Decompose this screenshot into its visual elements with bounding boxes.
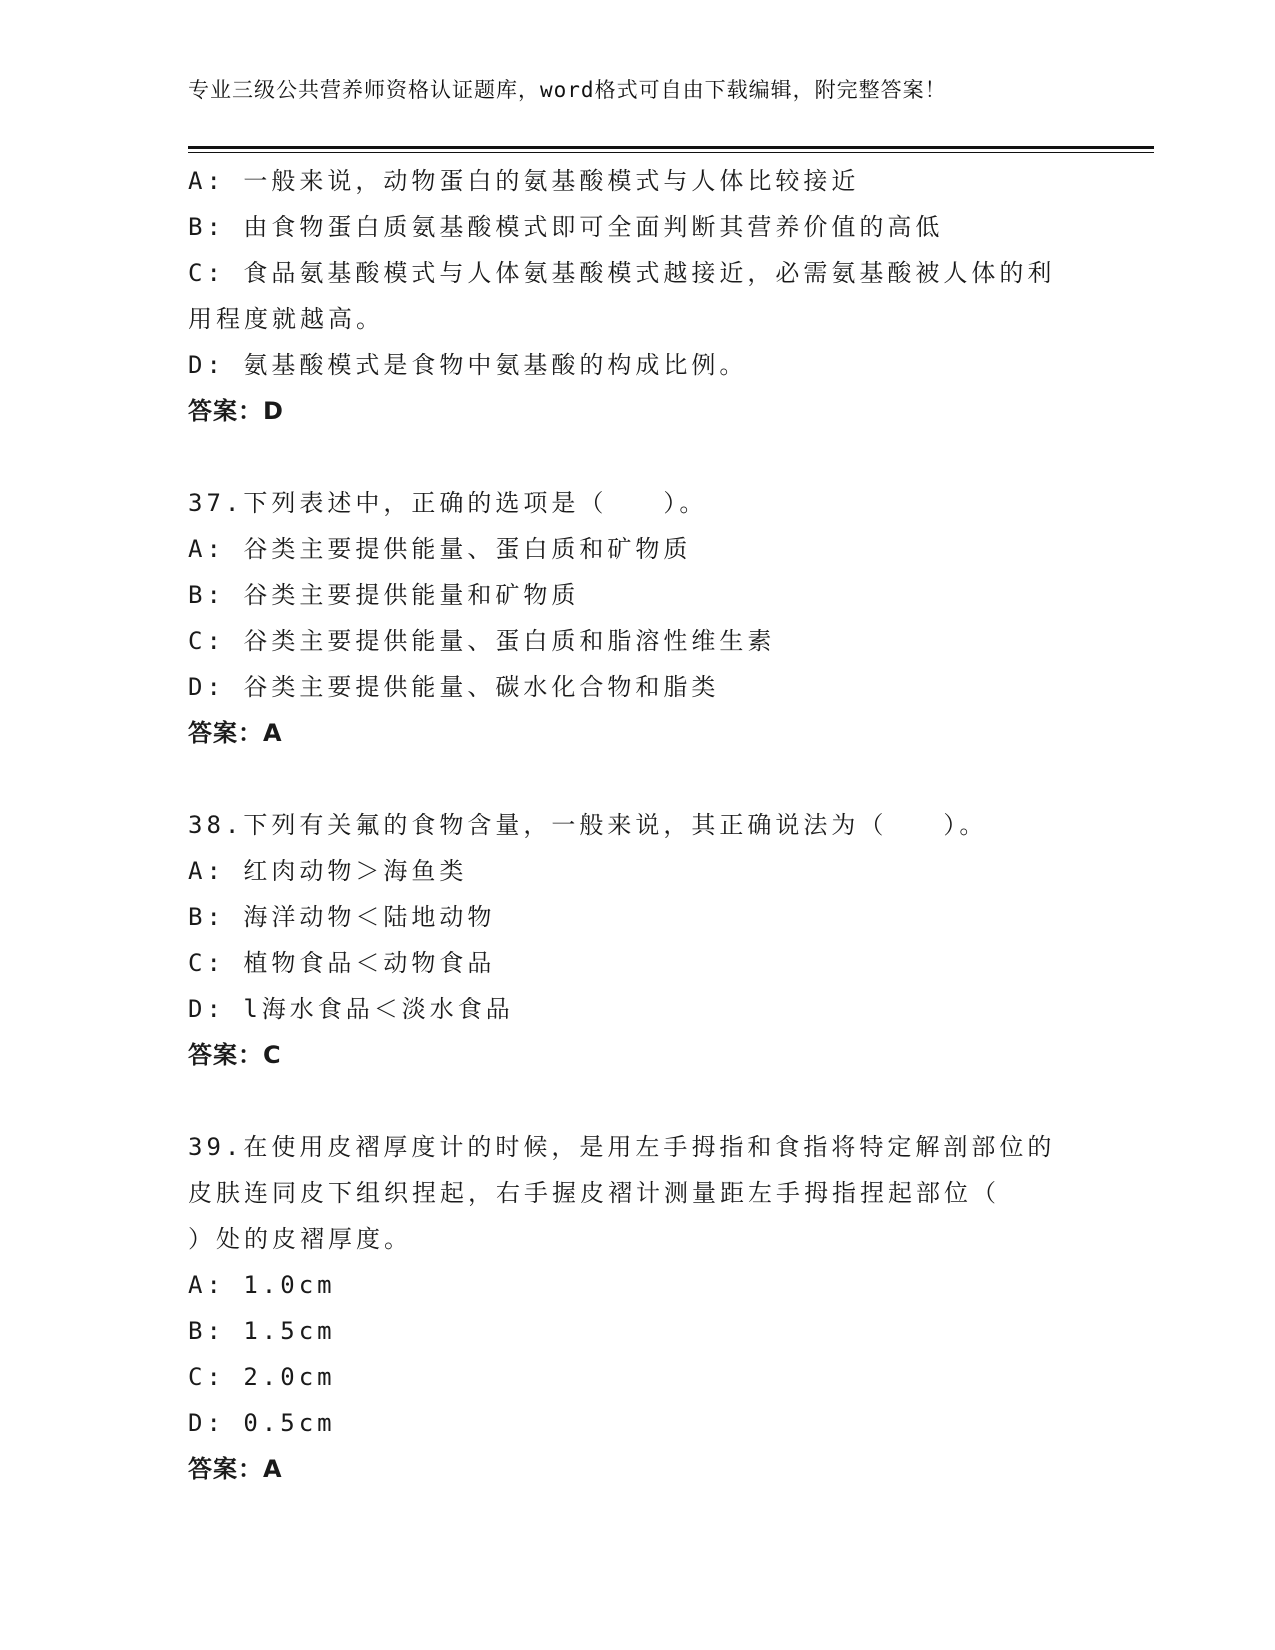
option-c: C: 2.0cm [188,1363,336,1391]
question-stem-line-2: 皮肤连同皮下组织捏起，右手握皮褶计测量距左手拇指捏起部位（ [188,1179,1000,1207]
answer-label: 答案：A [188,719,283,747]
option-c-continued: 用程度就越高。 [188,305,384,333]
answer-label: 答案：C [188,1041,282,1069]
question-36-block [188,158,1088,434]
question-37-block [188,480,1088,756]
option-c: C: 谷类主要提供能量、蛋白质和脂溶性维生素 [188,627,776,655]
header-rule-thin [188,152,1154,153]
answer-label: 答案：A [188,1455,283,1483]
option-d: D: l海水食品＜淡水食品 [188,995,514,1023]
option-a: A: 红肉动物＞海鱼类 [188,857,468,885]
question-38-block [188,802,1088,1078]
spacer [188,1078,1088,1124]
option-a: A: 谷类主要提供能量、蛋白质和矿物质 [188,535,692,563]
question-stem-line-1: 39.在使用皮褶厚度计的时候，是用左手拇指和食指将特定解剖部位的 [188,1133,1056,1161]
option-b: B: 由食物蛋白质氨基酸模式即可全面判断其营养价值的高低 [188,213,944,241]
question-stem: 37.下列表述中，正确的选项是（ ）。 [188,489,708,517]
option-a: A: 一般来说，动物蛋白的氨基酸模式与人体比较接近 [188,167,860,195]
header-rule-thick [188,146,1154,149]
option-d: D: 0.5cm [188,1409,336,1437]
spacer [188,434,1088,480]
option-b: B: 海洋动物＜陆地动物 [188,903,496,931]
option-a: A: 1.0cm [188,1271,336,1299]
answer-label: 答案：D [188,397,284,425]
option-c: C: 食品氨基酸模式与人体氨基酸模式越接近，必需氨基酸被人体的利 [188,259,1056,287]
option-b: B: 1.5cm [188,1317,336,1345]
question-39-block [188,1124,1088,1492]
option-c: C: 植物食品＜动物食品 [188,949,496,977]
page-header: 专业三级公共营养师资格认证题库，word格式可自由下载编辑，附完整答案！ [188,78,947,102]
option-b: B: 谷类主要提供能量和矿物质 [188,581,580,609]
question-stem: 38.下列有关氟的食物含量，一般来说，其正确说法为（ ）。 [188,811,988,839]
question-stem-line-3: ）处的皮褶厚度。 [188,1225,412,1253]
option-d: D: 谷类主要提供能量、碳水化合物和脂类 [188,673,720,701]
spacer [188,756,1088,802]
question-content [188,158,1088,1492]
option-d: D: 氨基酸模式是食物中氨基酸的构成比例。 [188,351,748,379]
